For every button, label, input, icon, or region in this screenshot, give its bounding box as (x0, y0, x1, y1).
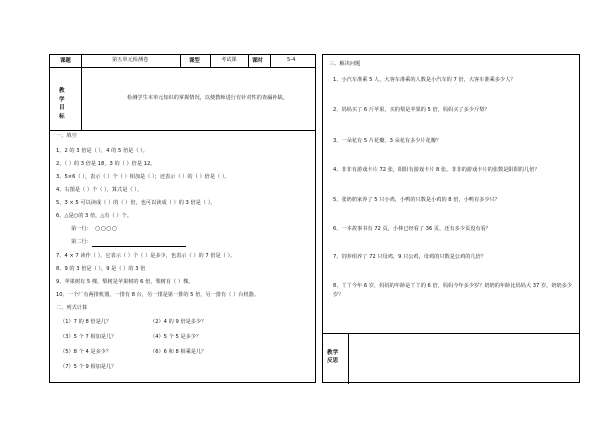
fill-item: 9、苹果树有 5 棵，梨树是苹果树的 6 倍，梨树有（ ）棵。 (56, 279, 194, 285)
problem-item: 6、一本故事书有 72 页，小林已经看了 36 页，还有多少页没有看？ (333, 226, 491, 232)
section-fill-blanks-title: 一、填空 (56, 133, 77, 139)
goal-text: 检测学生本单元知识的掌握情况，以便教师进行有针对性的查漏补缺。 (127, 95, 288, 101)
calc-item: （4）5 个 5 是多少？ (150, 334, 202, 340)
problem-item: 4、非非有游戏卡片 72 张，阳阳有游戏卡片 8 张，非非的游戏卡片的张数是阳阳的几倍？ (333, 167, 540, 173)
header-col-divider (270, 55, 271, 67)
fill-item: 3、5×6（ ），表示（ ）个（ ）相加是（ ）；还表示（ ）的（ ）倍是（ ）。 (56, 174, 230, 180)
goal-row-divider (50, 130, 315, 131)
row2-blank-line (92, 246, 186, 247)
problem-item: 5、张奶奶家养了 5 只小鸡，小鸭的只数是小鸡的 8 倍，小鸭有多少只？ (333, 197, 500, 203)
calc-item: （6）6 和 8 相乘是几？ (150, 349, 207, 355)
section-problems-title: 三、解决问题 (329, 61, 361, 67)
reflection-col-divider (348, 333, 349, 384)
reflection-divider (323, 333, 579, 334)
class-hours-label: 课时 (252, 58, 263, 64)
fill-item: 7、4 × 7 读作（ ），它表示（ ）个（ ）是多少，也表示（ ）的 7 倍是（ ）。 (56, 253, 236, 259)
left-worksheet-page (49, 54, 316, 383)
row2-label: 第二行： (71, 239, 92, 245)
class-hours-value: 5-4 (287, 57, 296, 63)
problem-item: 2、妈妈买了 6 斤苹果，买的梨是苹果的 5 倍，妈妈买了多少斤梨？ (333, 107, 490, 113)
header-col-divider (180, 55, 181, 67)
fill-item: 6、△是○的 3 倍，△有（ ）个。 (56, 213, 132, 219)
problem-item: 1、小汽车准乘 5 人，大客车准乘的人数是小汽车的 7 倍，大客车准乘多少人？ (333, 77, 516, 83)
fill-item: 2、（ ）的 3 倍是 18，3 的（ ）倍是 12。 (56, 161, 156, 167)
calc-item: （7）5 个 9 相加是几？ (60, 364, 117, 370)
header-col-divider (210, 55, 211, 67)
problem-item: 7、饲养组养了 72 只母鸡，9 只公鸡，母鸡的只数是公鸡的几倍？ (333, 254, 487, 260)
goal-label: 教 学 目 标 (59, 88, 65, 120)
header-row-divider (50, 67, 315, 68)
header-col-divider (81, 55, 82, 67)
row1-label: 第一行： (71, 226, 92, 232)
calc-item: （2）4 的 9 倍是多少？ (150, 319, 207, 325)
section-calc-title: 二、列式计算 (56, 305, 88, 311)
calc-item: （5）8 个 4 是多少？ (60, 349, 112, 355)
fill-item: 1、2 的 3 倍是（ ），4 的 5 倍是（ ）。 (56, 148, 148, 154)
reflection-label: 教学 反思 (327, 350, 339, 364)
fill-item: 8、9 的 3 倍是（ ），9 是（ ）的 3 倍 (56, 266, 146, 272)
fill-item: 4、右图是（ ）个（ ），算式是（ ）。 (56, 187, 143, 193)
lesson-type-value: 考试课 (221, 57, 237, 63)
calc-item: （3）5 个 7 相加是几？ (60, 334, 117, 340)
right-worksheet-page (322, 54, 580, 383)
calc-item: （1）7 的 8 倍是几？ (60, 319, 112, 325)
topic-value: 第五单元检测卷 (112, 57, 149, 63)
row1-circles: ○○○○ (95, 225, 118, 232)
lesson-type-label: 课型 (189, 58, 200, 64)
problem-item: 8、丫丫今年 6 岁，妈妈的年龄是丫丫的 6 倍，妈妈今年多少岁？奶奶的年龄比妈妈大 37 岁，奶奶多少岁？ (333, 283, 573, 298)
goal-col-divider (81, 67, 82, 130)
problem-item: 3、一朵花有 5 片花瓣，3 朵花有多少片花瓣？ (333, 138, 442, 144)
header-col-divider (248, 55, 249, 67)
fill-item: 10、一个厂有两排机器，一排有 8 台，另一排是第一排的 5 倍，另一排有（ ）台机器。 (56, 292, 260, 298)
topic-label: 课题 (60, 58, 71, 64)
fill-item: 5、3 × 5 可以读成（ ）的（ ）倍，也可以读成（ ）的 3 倍是（ ）。 (56, 200, 216, 206)
